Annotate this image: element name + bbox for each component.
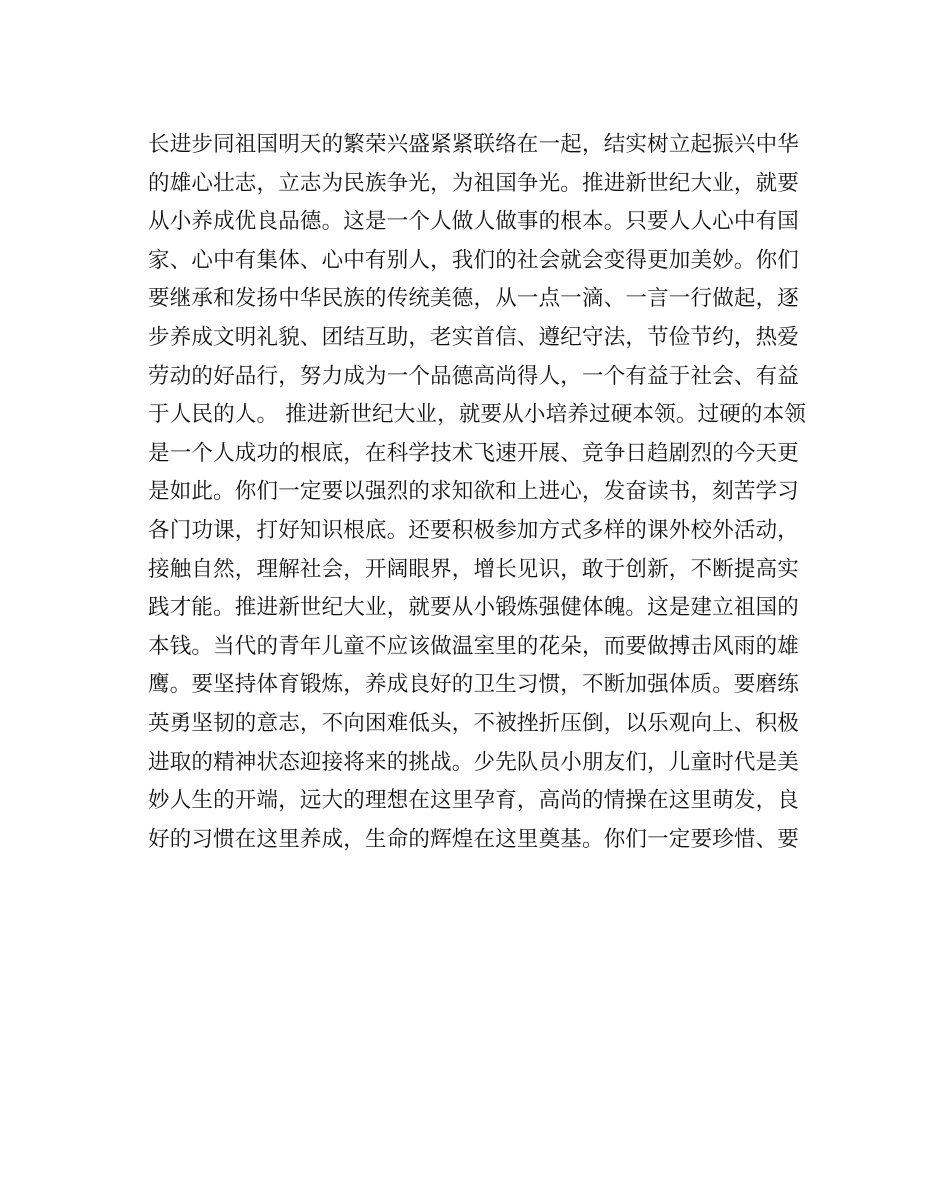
text-line: 的雄心壮志，立志为民族争光，为祖国争光。推进新世纪大业，就要	[148, 170, 800, 196]
text-line: 践才能。推进新世纪大业，就要从小锻炼强健体魄。这是建立祖国的	[148, 595, 800, 621]
text-line: 英勇坚韧的意志，不向困难低头，不被挫折压倒，以乐观向上、积极	[148, 710, 800, 736]
text-line: 进取的精神状态迎接将来的挑战。少先队员小朋友们，儿童时代是美	[148, 749, 800, 775]
body-text	[148, 126, 808, 859]
text-line: 本钱。当代的青年儿童不应该做温室里的花朵，而要做搏击风雨的雄	[148, 633, 800, 659]
text-line: 家、心中有集体、心中有别人，我们的社会就会变得更加美妙。你们	[148, 247, 800, 273]
text-line: 劳动的好品行，努力成为一个品德高尚得人，一个有益于社会、有益	[148, 363, 800, 389]
text-line: 要继承和发扬中华民族的传统美德，从一点一滴、一言一行做起，逐	[148, 286, 800, 312]
text-line: 好的习惯在这里养成，生命的辉煌在这里奠基。你们一定要珍惜、要	[148, 826, 800, 852]
text-line: 是一个人成功的根底，在科学技术飞速开展、竞争日趋剧烈的今天更	[148, 440, 800, 466]
text-line: 长进步同祖国明天的繁荣兴盛紧紧联络在一起，结实树立起振兴中华	[148, 132, 800, 157]
text-line: 是如此。你们一定要以强烈的求知欲和上进心，发奋读书，刻苦学习	[148, 479, 800, 505]
text-line: 各门功课，打好知识根底。还要积极参加方式多样的课外校外活动，	[148, 517, 800, 543]
text-line: 接触自然，理解社会，开阔眼界，增长见识，敢于创新，不断提高实	[148, 556, 800, 582]
text-line: 于人民的人。 推进新世纪大业，就要从小培养过硬本领。过硬的本领	[148, 402, 807, 428]
text-line: 鹰。要坚持体育锻炼，养成良好的卫生习惯，不断加强体质。要磨练	[148, 672, 800, 698]
text-line: 从小养成优良品德。这是一个人做人做事的根本。只要人人心中有国	[148, 209, 800, 235]
text-line: 妙人生的开端，远大的理想在这里孕育，高尚的情操在这里萌发，良	[148, 788, 800, 814]
text-line: 步养成文明礼貌、团结互助，老实首信、遵纪守法，节俭节约，热爱	[148, 324, 800, 350]
